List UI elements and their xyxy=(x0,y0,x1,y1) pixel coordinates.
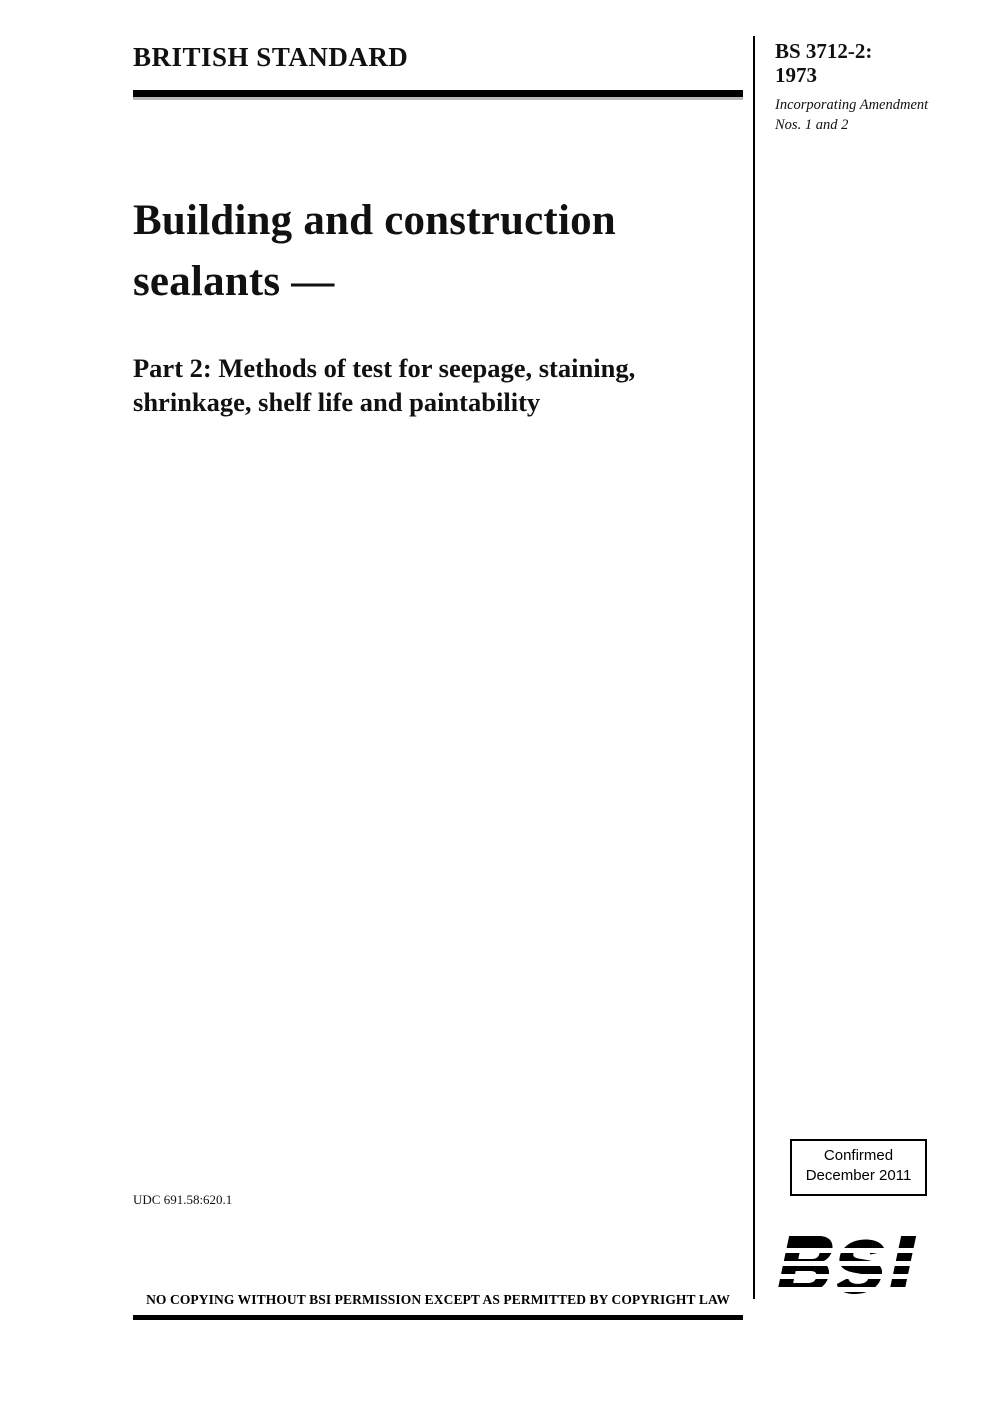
udc-code: UDC 691.58:620.1 xyxy=(133,1192,233,1207)
amendment-note: Incorporating Amendment Nos. 1 and 2 xyxy=(775,97,929,133)
british-standard-label: BRITISH STANDARD xyxy=(133,42,409,72)
page-title: Building and construction sealants — xyxy=(133,197,616,306)
bsi-logo-icon xyxy=(772,1232,944,1314)
status-badge-line2: December 2011 xyxy=(805,1167,912,1185)
copyright-notice: NO COPYING WITHOUT BSI PERMISSION EXCEPT AS PERMITTED BY COPYRIGHT LAW xyxy=(146,1292,730,1307)
page-subtitle: Part 2: Methods of test for seepage, staining, shrinkage, shelf life and paintability xyxy=(133,353,636,417)
status-badge-line1: Confirmed xyxy=(823,1147,894,1164)
footer-rule xyxy=(133,1315,743,1320)
vertical-divider xyxy=(753,36,755,1299)
header-rule xyxy=(133,90,743,100)
document-number-line1: BS 3712-2: xyxy=(775,39,873,63)
document-number-line2: 1973 xyxy=(775,62,817,87)
document-reference-block xyxy=(775,40,950,135)
status-badge xyxy=(790,1139,927,1196)
